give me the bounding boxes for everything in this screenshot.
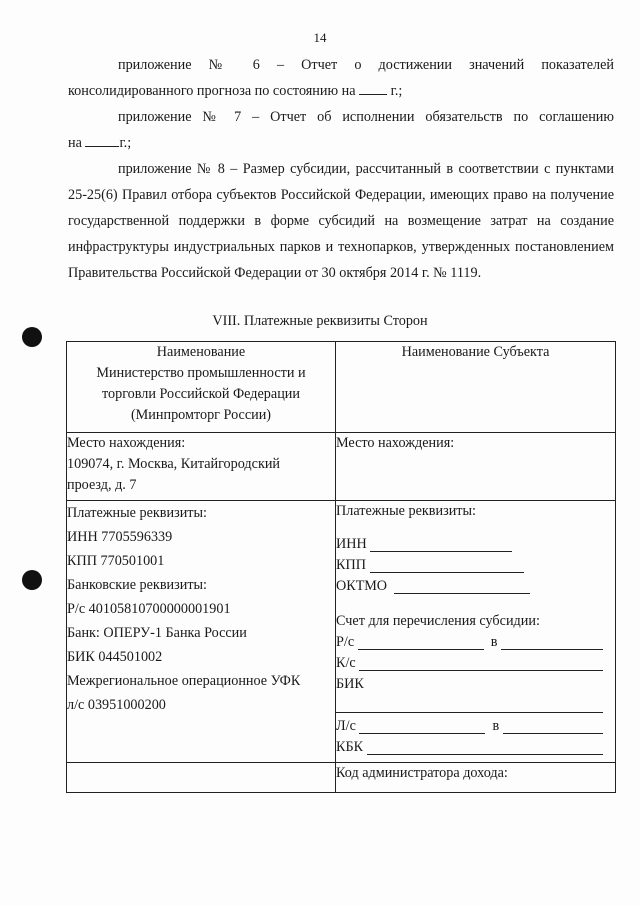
inn-field: [336, 534, 603, 555]
inn-value: ИНН 7705596339: [67, 529, 173, 545]
ministry-name-line: торговли Российской Федерации: [102, 386, 300, 402]
subsidy-account-title: Счет для перечисления субсидии:: [336, 613, 540, 629]
blank-line: [336, 695, 603, 716]
ls-field: [336, 716, 603, 737]
attachment-7-line2: [68, 130, 614, 156]
location-value: проезд, д. 7: [67, 477, 137, 493]
oktmo-blank: [394, 593, 530, 594]
year-suffix: г.;: [390, 83, 403, 99]
subject-location-cell: [336, 433, 616, 501]
ls-blank: [359, 733, 485, 734]
attachment-6-line2: [68, 78, 614, 104]
ks-field: [336, 653, 603, 674]
bik-value: БИК 044501002: [67, 649, 163, 665]
in-label: в: [492, 718, 500, 734]
section-title: VIII. Платежные реквизиты Сторон: [212, 313, 428, 329]
oktmo-field: [336, 576, 603, 597]
year-suffix: г.;: [119, 135, 132, 151]
bik-blank: [336, 712, 603, 713]
punch-hole: [22, 570, 42, 590]
ks-blank: [359, 670, 603, 671]
in-label: в: [490, 634, 498, 650]
payment-title: Платежные реквизиты:: [336, 503, 476, 519]
attachment-6-paragraph: [68, 52, 614, 104]
ministry-name-line: (Минпромторг России): [130, 407, 272, 423]
inn-label: ИНН: [336, 536, 367, 552]
subject-header-label: Наименование Субъекта: [401, 344, 550, 360]
bank-blank: [503, 733, 603, 734]
attachment-7-text: на: [68, 135, 82, 151]
bik-field: [336, 674, 603, 695]
payment-details-table: [66, 341, 616, 793]
personal-account-value: л/с 03951000200: [67, 697, 166, 713]
attachment-6-text: консолидированного прогноза по состоянию на: [68, 83, 356, 99]
rs-field: [336, 632, 603, 653]
ks-label: К/с: [336, 655, 356, 671]
kbk-label: КБК: [336, 739, 364, 755]
attachment-7-line1: приложение № 7 – Отчет об исполнении обязательств по соглашению: [118, 109, 614, 125]
location-value: 109074, г. Москва, Китайгородский: [67, 456, 281, 472]
attachment-8-paragraph: приложение № 8 – Размер субсидии, рассчитанный в соответствии с пунктами 25-25(6) Правил отбора субъектов Российской Федерации, имеющих право на получение государственной поддержки в форме субсидий на возмещение затрат на создание инфраструктуры индустриальных парков и технопарков, утвержденных постановлением Правительства Российской Федерации от 30 октября 2014 г. № 1119.: [68, 161, 614, 281]
rs-label: Р/с: [336, 634, 355, 650]
subject-payment-cell: [336, 501, 616, 763]
payment-title: Платежные реквизиты:: [67, 505, 207, 521]
page-number: 14: [313, 30, 327, 45]
ufk-value: Межрегиональное операционное УФК: [67, 673, 301, 689]
ministry-payment-cell: [67, 501, 336, 763]
ministry-location-cell: [67, 433, 336, 501]
kpp-label: КПП: [336, 557, 366, 573]
ministry-name-cell: [67, 342, 336, 433]
date-blank: [85, 132, 119, 147]
location-label: Место нахождения:: [67, 435, 186, 451]
bik-label: БИК: [336, 676, 364, 692]
subject-name-cell: [336, 342, 616, 433]
kbk-blank: [367, 754, 603, 755]
kpp-blank: [370, 572, 524, 573]
kbk-field: [336, 737, 603, 758]
empty-cell: [67, 763, 336, 793]
kpp-field: [336, 555, 603, 576]
rs-blank: [358, 649, 484, 650]
bank-details-title: Банковские реквизиты:: [67, 577, 207, 593]
account-value: Р/с 40105810700000001901: [67, 601, 231, 617]
date-blank: [359, 80, 387, 95]
location-label: Место нахождения:: [336, 435, 455, 451]
attachment-7-paragraph: [68, 104, 614, 156]
punch-hole: [22, 327, 42, 347]
ls-label: Л/с: [336, 718, 356, 734]
inn-blank: [370, 551, 512, 552]
kpp-value: КПП 770501001: [67, 553, 165, 569]
oktmo-label: ОКТМО: [336, 578, 388, 594]
ministry-name-line: Министерство промышленности и: [96, 365, 306, 381]
revenue-admin-code-label: Код администратора дохода:: [336, 765, 508, 781]
ministry-header-label: Наименование: [156, 344, 246, 360]
bank-blank: [501, 649, 603, 650]
bank-value: Банк: ОПЕРУ-1 Банка России: [67, 625, 247, 641]
attachment-6-line1: приложение № 6 – Отчет о достижении значений показателей: [118, 57, 614, 73]
revenue-admin-code-cell: [336, 763, 616, 793]
